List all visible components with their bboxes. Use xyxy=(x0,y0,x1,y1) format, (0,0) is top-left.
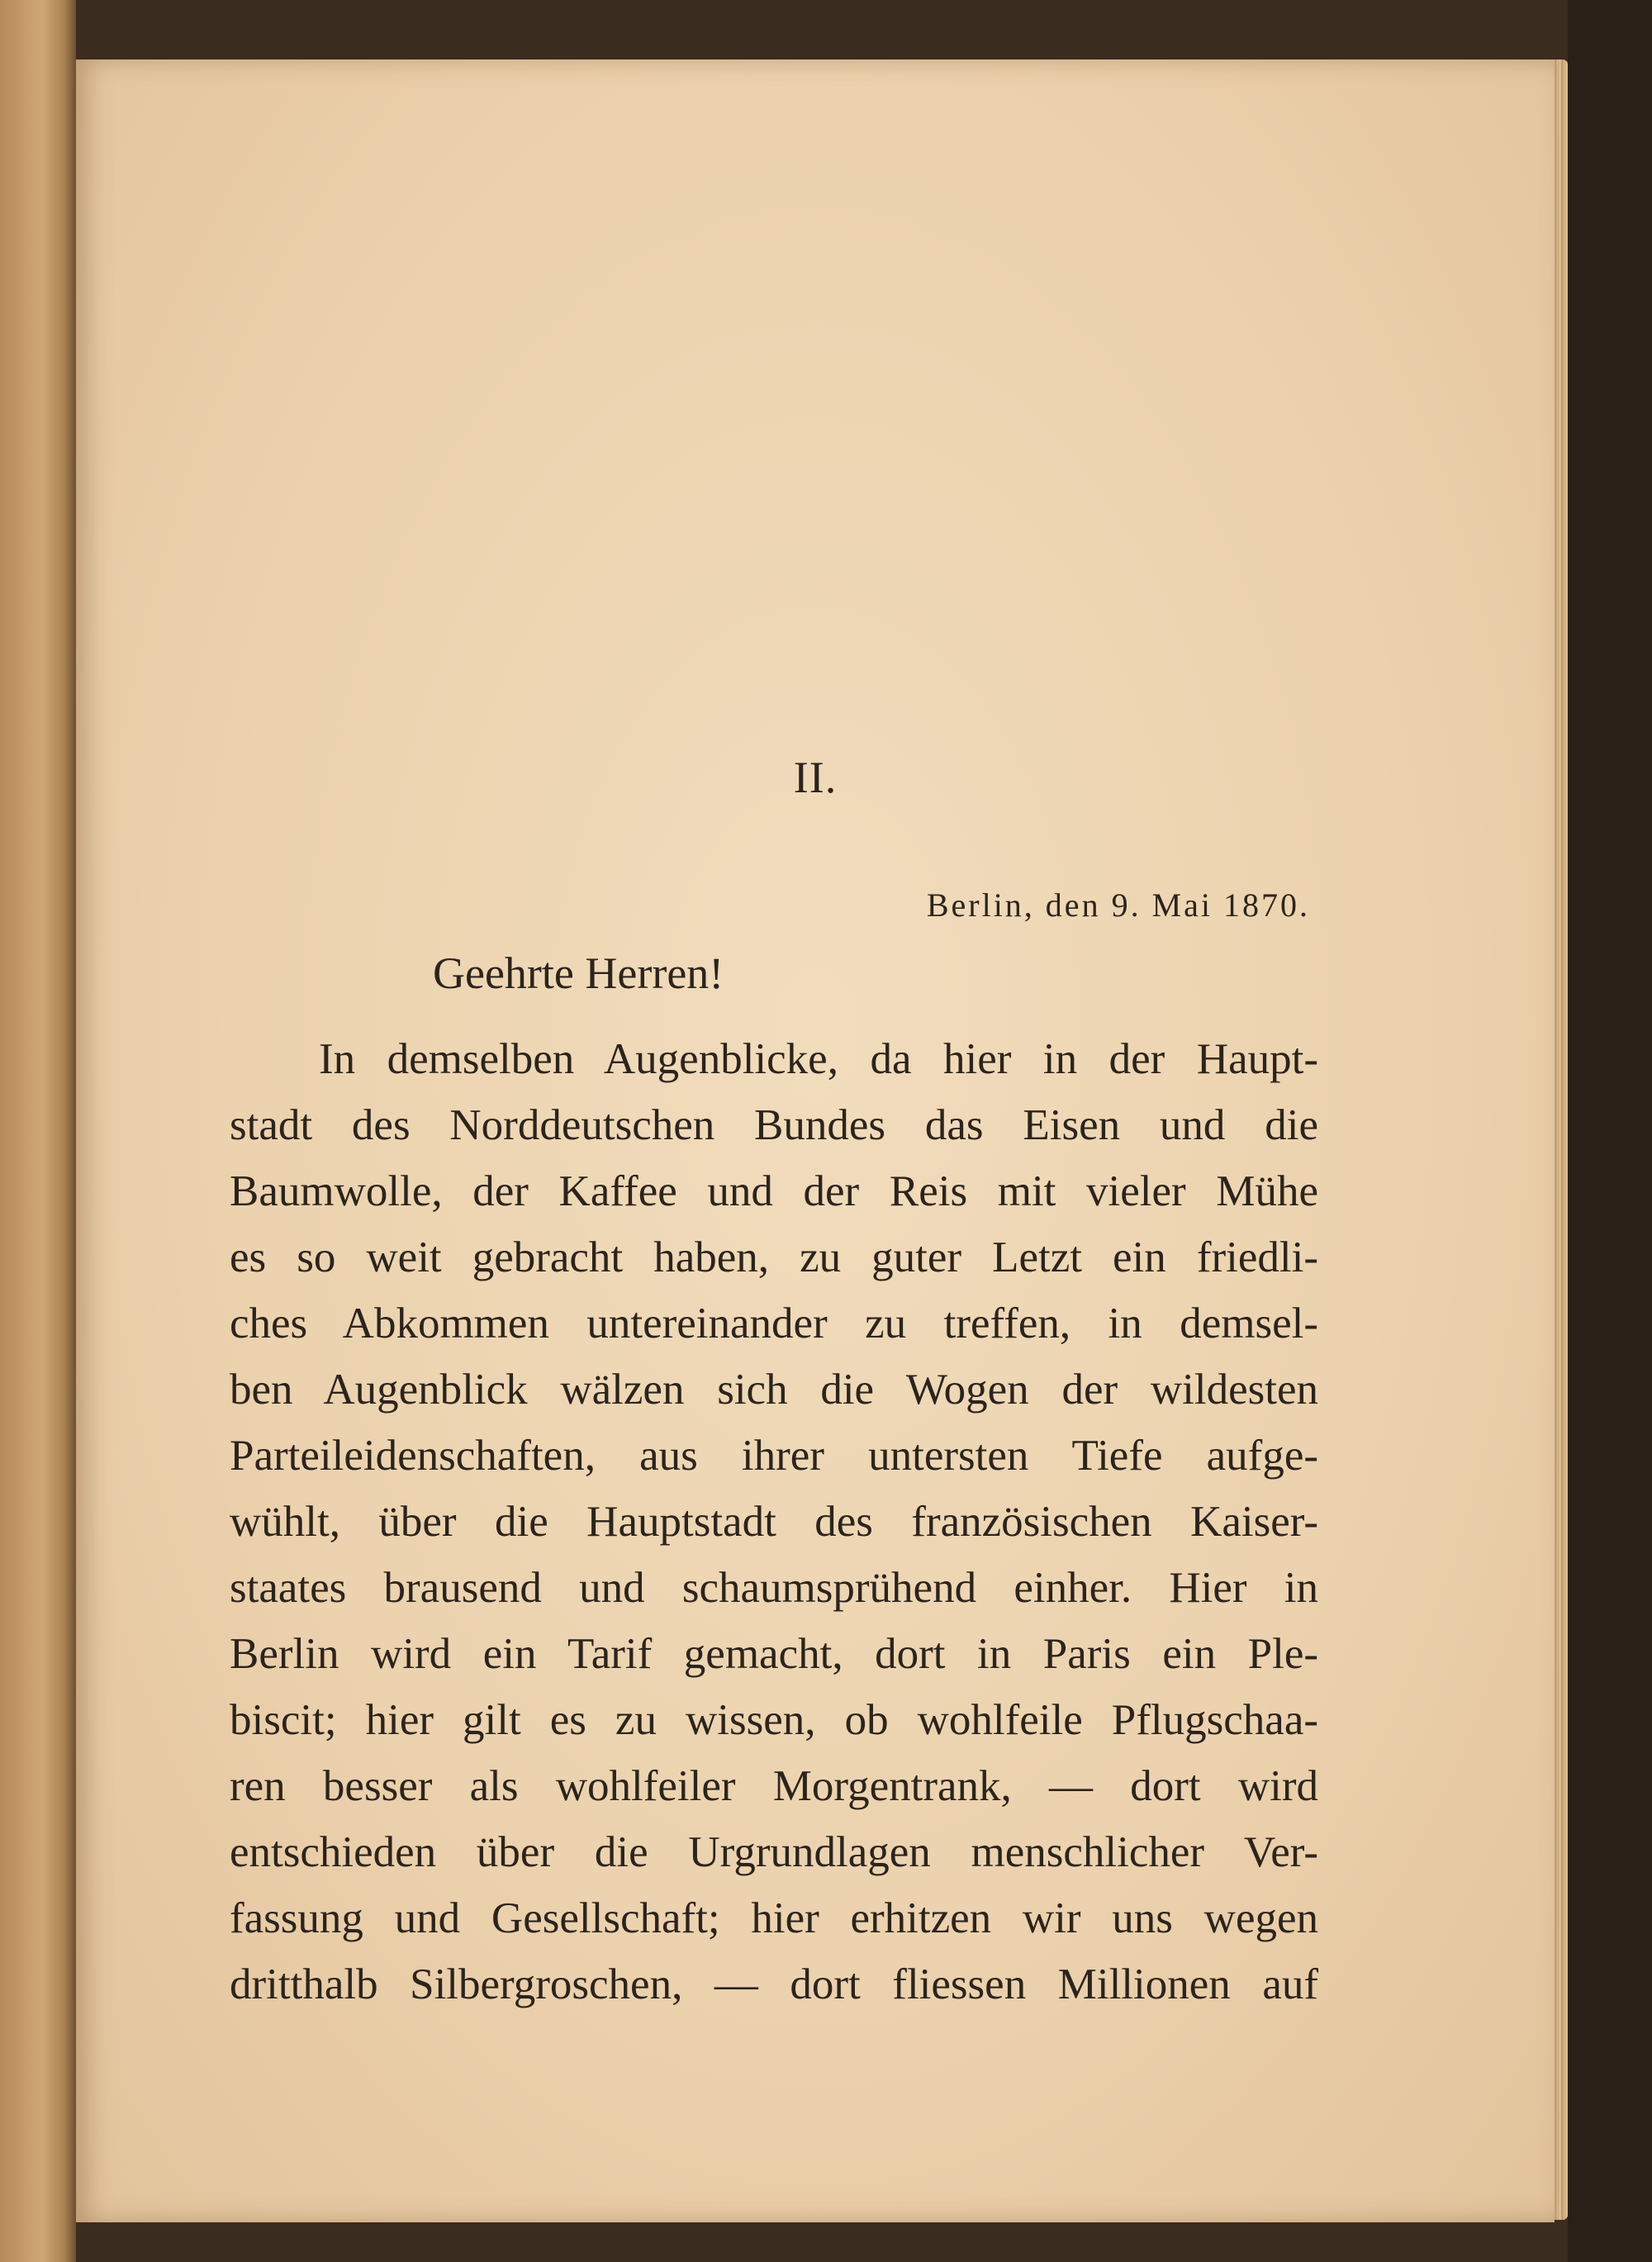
text-line: es so weit gebracht haben, zu guter Letzt ein friedli- xyxy=(230,1233,1318,1281)
text-line: stadt des Norddeutschen Bundes das Eisen und die xyxy=(230,1101,1318,1149)
text-line: dritthalb Silbergroschen, — dort fliessen Millionen auf xyxy=(230,1960,1318,2008)
text-line: biscit; hier gilt es zu wissen, ob wohlfeile Pflugschaa- xyxy=(230,1696,1318,1744)
text-line: ren besser als wohlfeiler Morgentrank, — dort wird xyxy=(230,1762,1318,1810)
body-text xyxy=(230,1026,1318,2017)
background-edge xyxy=(1568,0,1652,2262)
text-line: ches Abkommen untereinander zu treffen, in demsel- xyxy=(230,1300,1318,1347)
text-line: fassung und Gesellschaft; hier erhitzen wir uns wegen xyxy=(230,1894,1318,1942)
text-line: Parteileidenschaften, aus ihrer untersten Tiefe aufge- xyxy=(230,1432,1318,1480)
text-line: staates brausend und schaumsprühend einher. Hier in xyxy=(230,1564,1318,1612)
text-line: ben Augenblick wälzen sich die Wogen der wildesten xyxy=(230,1366,1318,1414)
text-line: Baumwolle, der Kaffee und der Reis mit vieler Mühe xyxy=(230,1167,1318,1215)
salutation: Geehrte Herren! xyxy=(433,948,724,998)
text-line: wühlt, über die Hauptstadt des französischen Kaiser- xyxy=(230,1498,1318,1546)
previous-page-edge xyxy=(0,0,76,2262)
text-line: entschieden über die Urgrundlagen menschlicher Ver- xyxy=(230,1828,1318,1876)
text-line: In demselben Augenblicke, da hier in der Haupt- xyxy=(319,1035,1318,1083)
book-page xyxy=(76,59,1555,2222)
text-line: Berlin wird ein Tarif gemacht, dort in Paris ein Ple- xyxy=(230,1630,1318,1678)
dateline: Berlin, den 9. Mai 1870. xyxy=(926,886,1310,924)
chapter-number: II. xyxy=(793,753,838,802)
